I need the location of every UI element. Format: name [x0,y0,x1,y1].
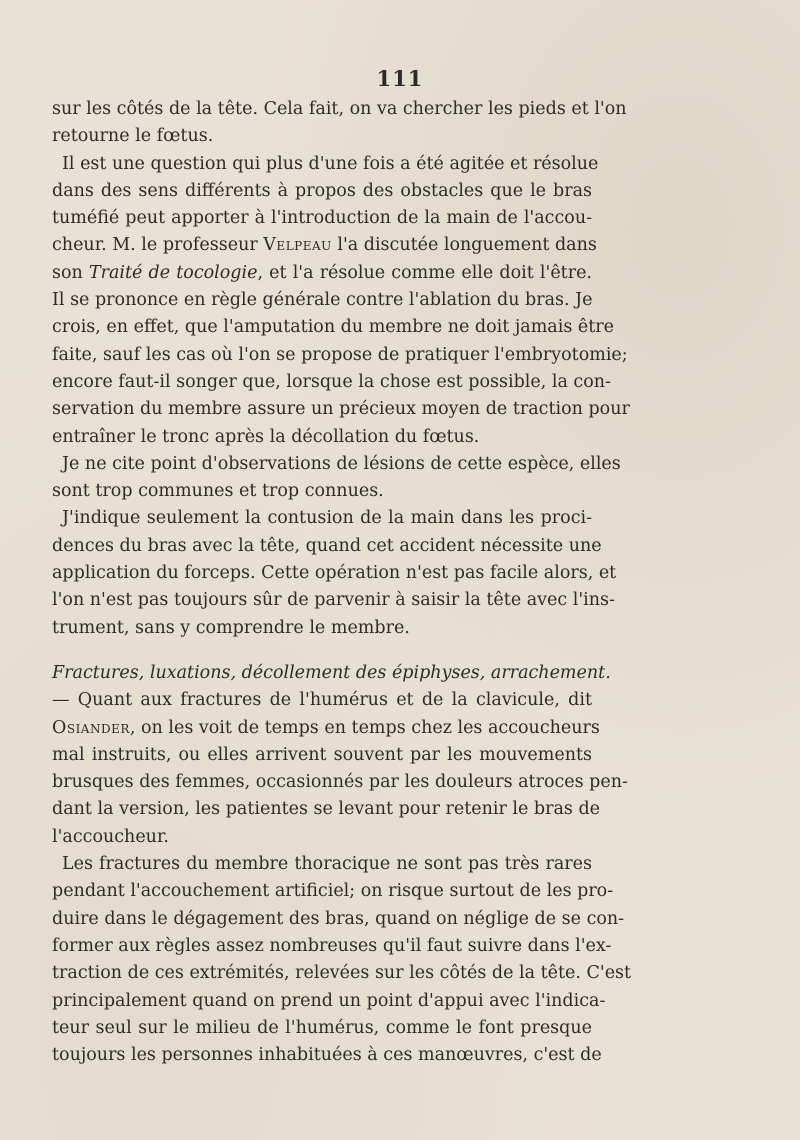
text-segment: former aux règles assez nombreuses qu'il faut suivre dans l'ex- [52,935,612,956]
text-segment: toujours les personnes inhabituées à ces manœuvres, c'est de [52,1045,602,1066]
text-segment: encore faut-il songer que, lorsque la chose est possible, la con- [52,371,611,392]
text-segment: Je ne cite point d'observations de lésions de cette espèce, elles [62,453,621,474]
paragraph [52,505,617,641]
text-line [52,178,592,205]
text-line [52,424,592,451]
text-segment: brusques des femmes, occasionnés par les douleurs atroces pen- [52,772,628,793]
text-segment: principalement quand on prend un point d'appui avec l'indica- [52,990,606,1011]
text-line [52,505,592,532]
text-segment: Il se prononce en règle générale contre l'ablation du bras. Je [52,290,593,311]
text-segment: application du forceps. Cette opération n'est pas facile alors, et [52,563,617,584]
text-line [52,960,632,987]
text-line [52,151,599,178]
text-line [52,933,612,960]
text-segment: l'a discutée longuement dans [331,235,597,256]
paragraph [52,151,630,451]
text-line [52,342,628,369]
text-segment: dant la version, les patientes se levant pour retenir le bras de [52,799,601,820]
text-segment: trument, sans y comprendre le membre. [52,617,410,638]
text-line [52,615,592,642]
paragraph [52,660,628,851]
text-segment: teur seul sur le milieu de l'humérus, comme le font presque [52,1017,592,1038]
text-line [52,260,592,287]
text-segment: servation du membre assure un précieux moyen de traction pour [52,399,630,420]
text-segment: dans des sens différents à propos des obstacles que le bras [52,180,592,201]
author-name: Velpeau [263,235,332,256]
text-line [52,478,592,505]
text-segment: l'accoucheur. [52,826,169,847]
italic-text: Traité de tocologie [88,262,258,283]
paragraph [52,451,621,506]
text-line [52,587,615,614]
text-line [52,533,602,560]
text-segment: faite, sauf les cas où l'on se propose de pratiquer l'embryotomie; [52,344,628,365]
author-name: Osiander [52,717,130,738]
text-segment: dences du bras avec la tête, quand cet accident nécessite une [52,535,602,556]
text-line [52,451,621,478]
text-line [52,232,597,259]
page-number: 111 [376,66,424,91]
italic-text: Fractures, luxations, décollement des épiphyses, arrachement. [52,662,611,683]
text-segment: pendant l'accouchement artificiel; on risque surtout de les pro- [52,881,614,902]
text-segment: crois, en effet, que l'amputation du membre ne doit jamais être [52,317,614,338]
text-segment: sont trop communes et trop connues. [52,481,384,502]
text-line [52,123,592,150]
text-line [52,205,592,232]
text-line [52,369,611,396]
text-segment: mal instruits, ou elles arrivent souvent par les mouvements [52,744,592,765]
text-line [52,560,617,587]
text-segment: son [52,262,89,283]
text-line [52,660,611,687]
text-segment: J'indique seulement la contusion de la main dans les proci- [62,508,592,529]
section-gap [52,642,592,660]
text-line [52,314,614,341]
paragraph [52,96,627,151]
text-line [52,769,628,796]
text-segment: entraîner le tronc après la décollation du fœtus. [52,426,480,447]
paragraph [52,851,632,1069]
text-line [52,1015,592,1042]
text-line [52,96,627,123]
text-line [52,715,600,742]
text-segment: sur les côtés de la tête. Cela fait, on va chercher les pieds et l'on [52,99,627,119]
text-line [52,824,592,851]
text-segment: Il est une question qui plus d'une fois a été agitée et résolue [62,153,599,174]
text-segment: duire dans le dégagement des bras, quand on néglige de se con- [52,908,625,929]
text-line [52,287,592,314]
text-segment: retourne le fœtus. [52,126,214,147]
text-line [52,906,625,933]
text-line [52,851,592,878]
text-segment: traction de ces extrémités, relevées sur les côtés de la tête. C'est [52,963,632,984]
text-segment: , on les voit de temps en temps chez les accoucheurs [129,717,600,738]
text-segment: cheur. M. le professeur [52,235,264,256]
body-text [52,96,632,1069]
text-segment: tuméfié peut apporter à l'introduction de la main de l'accou- [52,208,592,229]
text-line [52,396,630,423]
text-line [52,742,592,769]
text-line [52,796,601,823]
text-segment: , et l'a résolue comme elle doit l'être. [257,262,592,283]
text-segment: l'on n'est pas toujours sûr de parvenir à saisir la tête avec l'ins- [52,590,615,611]
text-line [52,878,614,905]
text-segment: — Quant aux fractures de l'humérus et de la clavicule, dit [52,690,592,711]
text-segment: Les fractures du membre thoracique ne sont pas très rares [62,854,592,875]
text-line [52,1042,602,1069]
text-line [52,988,606,1015]
text-line [52,687,592,714]
